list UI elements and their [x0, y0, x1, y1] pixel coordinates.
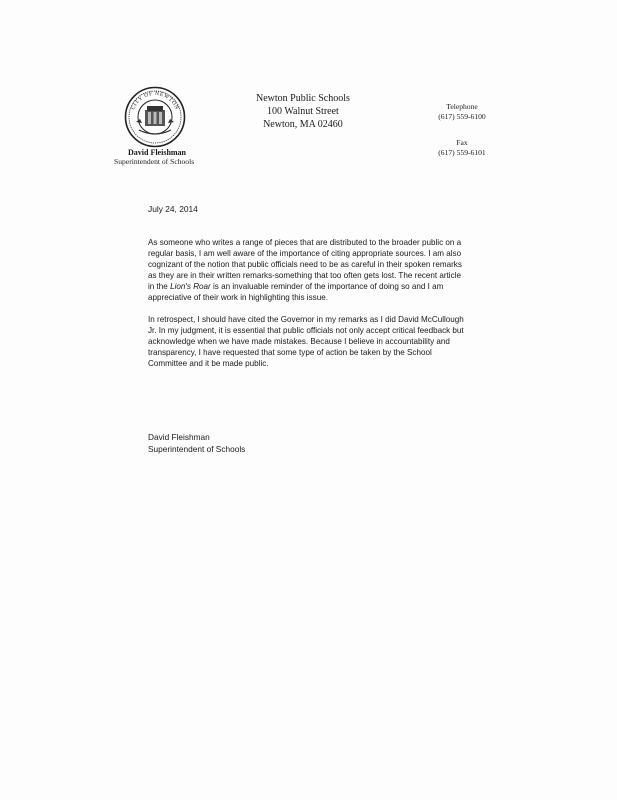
paragraph-1-text-b: is an invaluable reminder of the importance of doing so and I am appreciative of their work in highlighting this issue.	[148, 282, 444, 302]
sender-name: David Fleishman	[128, 148, 187, 157]
organization-name: Newton Public Schools	[256, 93, 350, 104]
signature-block	[148, 432, 245, 455]
telephone-label: Telephone	[446, 102, 478, 111]
signature-name: David Fleishman	[148, 432, 210, 442]
letter-date: July 24, 2014	[148, 204, 198, 214]
publication-title: Lion's Roar	[170, 282, 211, 291]
telephone-number: (617) 559-6100	[438, 112, 486, 121]
organization-address	[256, 92, 350, 131]
paragraph-1-text-a: As someone who writes a range of pieces that are distributed to the broader public on a regular basis, I am well aware of the importance of citing appropriate sources. I am also cognizant of the notion that public officials need to be as careful in their spoken remarks as they are in their written remarks-something that too often gets lost. The recent article in the	[148, 238, 462, 291]
city-state-zip: Newton, MA 02460	[263, 119, 343, 130]
street-address: 100 Walnut Street	[267, 106, 339, 117]
contact-info	[422, 102, 502, 158]
paragraph-1	[148, 237, 468, 303]
sender-title: Superintendent of Schools	[114, 157, 195, 166]
fax-number: (617) 559-6101	[438, 148, 486, 157]
svg-text:CITY OF NEWTON: CITY OF NEWTON	[130, 90, 180, 111]
city-seal-icon	[124, 86, 186, 148]
paragraph-2: In retrospect, I should have cited the Governor in my remarks as I did David McCullough Jr. In my judgment, it is essential that public officials not only accept critical feedback but acknowledge when we have made mistakes. Because I believe in accountability and transparency, I have requested that some type of action be taken by the School Committee and it be made public.	[148, 315, 464, 368]
signature-title: Superintendent of Schools	[148, 443, 246, 454]
letter-body	[148, 237, 468, 380]
fax-label: Fax	[456, 138, 468, 147]
